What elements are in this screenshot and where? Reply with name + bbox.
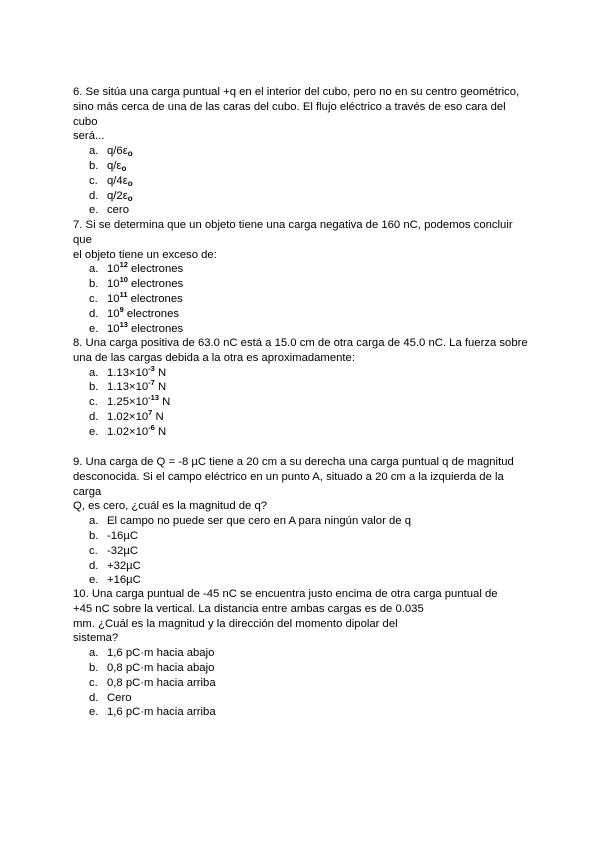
- answer-option: [73, 676, 533, 691]
- exponent: -7: [148, 378, 155, 388]
- option-text: [107, 319, 184, 337]
- option-main-text: 1.13×10: [107, 381, 149, 394]
- option-letter: b.: [89, 529, 99, 542]
- answer-options: [73, 646, 533, 720]
- option-main-text: -16µC: [107, 529, 138, 542]
- option-main-text: 1,6 pC·m hacia arriba: [107, 706, 216, 719]
- answer-option: [73, 319, 533, 337]
- option-letter: d.: [89, 410, 99, 423]
- option-letter: b.: [89, 159, 99, 172]
- option-text: [107, 203, 129, 218]
- question-stem: [73, 587, 533, 646]
- answer-option: [73, 262, 533, 277]
- option-letter: e.: [89, 574, 99, 587]
- exponent: 11: [119, 289, 128, 299]
- option-text: [107, 304, 180, 322]
- option-letter: a.: [89, 263, 99, 276]
- option-letter: a.: [89, 647, 99, 660]
- option-letter: c.: [89, 174, 98, 187]
- exponent: -6: [148, 422, 155, 432]
- answer-option: [73, 705, 533, 720]
- answer-option: [73, 144, 533, 159]
- option-main-text: 1,6 pC·m hacia abajo: [107, 647, 215, 660]
- option-text: [107, 395, 170, 410]
- option-letter: c.: [89, 292, 98, 305]
- question-text-line: 7. Si se determina que un objeto tiene una carga negativa de 160 nC, podemos concluir que: [73, 219, 513, 246]
- exponent: -13: [148, 393, 159, 403]
- option-letter: d.: [89, 307, 99, 320]
- option-unit-text: N: [154, 366, 167, 379]
- option-main-text: El campo no puede ser que cero en A para ningún valor de q: [107, 515, 411, 528]
- option-unit-text: N: [152, 410, 164, 423]
- exponent: 10: [119, 275, 128, 285]
- question-stem: [73, 218, 533, 262]
- question-stem: [73, 85, 533, 144]
- option-main-text: q/6ε: [107, 145, 128, 158]
- exponent: 9: [119, 304, 124, 314]
- question-text-line: mm. ¿Cuál es la magnitud y la dirección del momento dipolar del: [73, 617, 398, 630]
- option-main-text: 10: [107, 278, 120, 291]
- answer-option: [73, 395, 533, 410]
- answer-option: [73, 189, 533, 204]
- answer-option: [73, 289, 533, 307]
- option-letter: a.: [89, 145, 99, 158]
- option-main-text: 10: [107, 307, 120, 320]
- option-text: [107, 514, 411, 529]
- option-text: [107, 189, 133, 204]
- option-main-text: +16µC: [107, 574, 141, 587]
- option-unit-text: electrones: [127, 263, 184, 276]
- option-main-text: 10: [107, 292, 120, 305]
- subscript: o: [127, 178, 133, 188]
- option-text: [107, 529, 138, 544]
- option-unit-text: N: [154, 425, 167, 438]
- option-main-text: Cero: [107, 691, 132, 704]
- option-main-text: 10: [107, 263, 120, 276]
- option-letter: c.: [89, 676, 98, 689]
- option-text: [107, 289, 183, 307]
- question-text-line: +45 nC sobre la vertical. La distancia entre ambas cargas es de 0.035: [73, 602, 424, 615]
- option-main-text: 0,8 pC·m hacia abajo: [107, 661, 215, 674]
- answer-options: [73, 363, 533, 440]
- answer-option: [73, 277, 533, 292]
- answer-option: [73, 159, 533, 174]
- option-text: [107, 422, 167, 440]
- answer-options: [73, 514, 533, 588]
- question-text-line: 10. Una carga puntual de -45 nC se encuentra justo encima de otra carga puntual de: [73, 588, 498, 600]
- option-letter: e.: [89, 204, 99, 217]
- option-main-text: 1.13×10: [107, 366, 149, 379]
- option-text: [107, 705, 216, 720]
- option-main-text: 1.02×10: [107, 410, 149, 423]
- answer-option: [73, 661, 533, 676]
- option-letter: d.: [89, 559, 99, 572]
- option-main-text: 1.25×10: [107, 396, 149, 409]
- question-text-line: sistema?: [73, 632, 119, 645]
- option-text: [107, 544, 138, 559]
- exponent: 7: [148, 407, 153, 417]
- answer-option: [73, 380, 533, 395]
- option-letter: b.: [89, 381, 99, 394]
- option-letter: e.: [89, 425, 99, 438]
- option-main-text: 0,8 pC·m hacia arriba: [107, 676, 216, 689]
- option-text: [107, 363, 167, 381]
- option-text: [107, 661, 214, 676]
- question-text-line: Q, es cero, ¿cuál es la magnitud de q?: [73, 500, 268, 513]
- option-letter: b.: [89, 661, 99, 674]
- option-unit-text: N: [154, 381, 167, 394]
- option-letter: c.: [89, 396, 98, 409]
- question-text-line: desconocida. Si el campo eléctrico en un punto A, situado a 20 cm a la izquierda de la carga: [73, 470, 504, 498]
- question-9: [73, 455, 533, 588]
- answer-options: [73, 144, 533, 218]
- answer-option: [73, 646, 533, 661]
- answer-option: [73, 544, 533, 559]
- answer-option: [73, 363, 533, 381]
- option-main-text: q/ε: [107, 159, 122, 172]
- question-text-line: una de las cargas debida a la otra es aproximadamente:: [73, 351, 355, 364]
- option-main-text: 10: [107, 322, 120, 335]
- option-text: [107, 144, 133, 159]
- option-letter: a.: [89, 515, 99, 528]
- option-text: [107, 676, 216, 691]
- answer-options: [73, 262, 533, 336]
- answer-option: [73, 529, 533, 544]
- question-7: [73, 218, 533, 336]
- option-text: [107, 277, 183, 292]
- subscript: o: [127, 149, 133, 159]
- answer-option: [73, 407, 533, 425]
- subscript: o: [127, 193, 133, 203]
- exponent: -3: [148, 363, 155, 373]
- exponent: 13: [119, 319, 128, 329]
- answer-option: [73, 559, 533, 574]
- option-letter: d.: [89, 189, 99, 202]
- option-main-text: 1.02×10: [107, 425, 149, 438]
- question-10: [73, 587, 533, 720]
- option-main-text: cero: [107, 204, 129, 217]
- question-text-line: 8. Una carga positiva de 63.0 nC está a 15.0 cm de otra carga de 45.0 nC. La fuerza sobre: [73, 337, 528, 349]
- option-letter: c.: [89, 544, 98, 557]
- option-text: [107, 559, 141, 574]
- option-text: [107, 407, 164, 425]
- option-unit-text: electrones: [127, 278, 184, 291]
- option-main-text: +32µC: [107, 559, 141, 572]
- option-main-text: q/4ε: [107, 174, 128, 187]
- option-main-text: q/2ε: [107, 189, 128, 202]
- option-text: [107, 646, 214, 661]
- question-text-line: sino más cerca de una de las caras del cubo. El flujo eléctrico a través de eso cara del cubo: [73, 100, 506, 128]
- question-text-line: 6. Se sitúa una carga puntual +q en el interior del cubo, pero no en su centro geométrico,: [73, 86, 520, 98]
- option-unit-text: electrones: [123, 307, 180, 320]
- question-text-line: 9. Una carga de Q = -8 µC tiene a 20 cm a su derecha una carga puntual q de magnitud: [73, 456, 514, 468]
- option-letter: e.: [89, 322, 99, 335]
- option-unit-text: electrones: [127, 292, 183, 305]
- answer-option: [73, 174, 533, 189]
- question-text-line: será...: [73, 130, 105, 143]
- answer-option: [73, 203, 533, 218]
- option-text: [107, 174, 133, 189]
- answer-option: [73, 422, 533, 440]
- option-text: [107, 159, 126, 174]
- option-text: [107, 573, 141, 588]
- question-6: [73, 85, 533, 218]
- option-text: [107, 262, 183, 277]
- question-stem: [73, 336, 533, 366]
- option-unit-text: electrones: [127, 322, 184, 335]
- option-main-text: -32µC: [107, 544, 138, 557]
- answer-option: [73, 304, 533, 322]
- option-letter: e.: [89, 706, 99, 719]
- question-8: [73, 336, 533, 440]
- answer-option: [73, 691, 533, 706]
- subscript: o: [121, 163, 127, 173]
- answer-option: [73, 514, 533, 529]
- question-stem: [73, 455, 533, 514]
- option-letter: d.: [89, 691, 99, 704]
- option-letter: b.: [89, 278, 99, 291]
- exponent: 12: [119, 260, 128, 270]
- question-text-line: el objeto tiene un exceso de:: [73, 248, 217, 261]
- option-unit-text: N: [159, 396, 171, 409]
- answer-option: [73, 573, 533, 588]
- option-text: [107, 691, 132, 706]
- option-letter: a.: [89, 366, 99, 379]
